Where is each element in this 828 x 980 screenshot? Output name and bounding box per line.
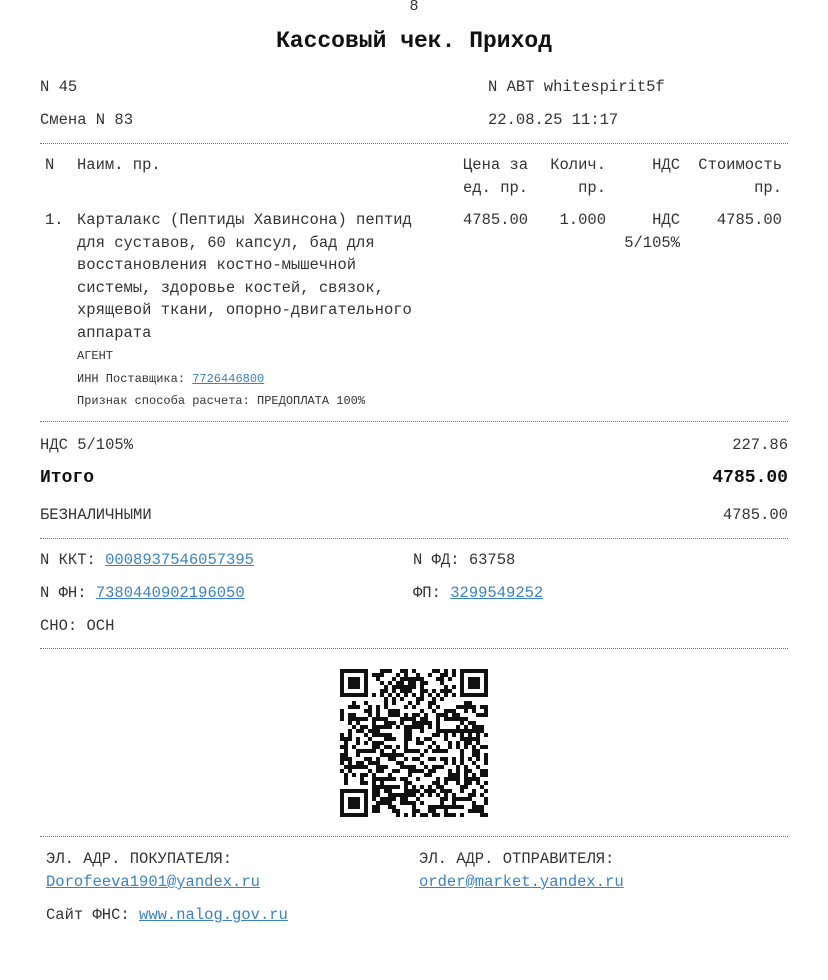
divider: [40, 538, 788, 539]
col-header-cost: Стоимость пр.: [698, 156, 782, 197]
supplier-inn-link[interactable]: 7726446800: [192, 372, 265, 386]
item-number: 1.: [45, 211, 64, 229]
automat-number: N АВТ whitespirit5f: [488, 78, 665, 96]
fp-number: ФП: 3299549252: [413, 584, 544, 602]
col-header-n: N: [45, 156, 55, 174]
sender-email-link[interactable]: order@market.yandex.ru: [419, 873, 624, 891]
item-payment-method: Признак способа расчета: ПРЕДОПЛАТА 100%: [77, 394, 366, 408]
fns-site: Сайт ФНС: www.nalog.gov.ru: [46, 906, 288, 924]
cashless-value: 4785.00: [722, 506, 788, 524]
tax-system: СНО: ОСН: [40, 617, 115, 635]
fn-number: N ФН: 7380440902196050: [40, 584, 245, 602]
kkt-number: N ККТ: 0008937546057395: [40, 551, 254, 569]
vat-total-label: НДС 5/105%: [40, 436, 134, 454]
fns-site-link[interactable]: www.nalog.gov.ru: [139, 906, 288, 924]
col-header-name: Наим. пр.: [77, 156, 161, 174]
divider: [40, 143, 788, 144]
buyer-email-link[interactable]: Dorofeeva1901@yandex.ru: [46, 873, 260, 891]
item-vat: НДС 5/105%: [624, 211, 680, 252]
item-agent: АГЕНТ: [77, 349, 114, 363]
item-qty: 1.000: [559, 211, 606, 229]
col-header-price: Цена за ед. пр.: [463, 156, 529, 197]
buyer-email-label: ЭЛ. АДР. ПОКУПАТЕЛЯ:: [46, 850, 233, 868]
col-header-vat: НДС: [652, 156, 680, 174]
item-price: 4785.00: [463, 211, 529, 229]
vat-total-value: 227.86: [732, 436, 788, 454]
divider: [40, 648, 788, 649]
qr-code-icon[interactable]: [340, 669, 488, 817]
fn-link[interactable]: 7380440902196050: [95, 584, 245, 602]
col-header-qty: Колич. пр.: [550, 156, 606, 197]
divider: [40, 421, 788, 422]
kkt-link[interactable]: 0008937546057395: [105, 551, 254, 569]
divider: [40, 836, 788, 837]
cashless-label: БЕЗНАЛИЧНЫМИ: [40, 506, 152, 524]
item-cost: 4785.00: [716, 211, 782, 229]
fp-link[interactable]: 3299549252: [450, 584, 544, 602]
sender-email-label: ЭЛ. АДР. ОТПРАВИТЕЛЯ:: [419, 850, 615, 868]
receipt-title: Кассовый чек. Приход: [275, 28, 553, 54]
receipt-datetime: 22.08.25 11:17: [488, 111, 619, 129]
item-inn: ИНН Поставщика: 7726446800: [77, 372, 265, 386]
fd-number: N ФД: 63758: [413, 551, 516, 569]
grand-total-value: 4785.00: [712, 468, 788, 488]
grand-total-label: Итого: [40, 468, 95, 488]
item-name: Карталакс (Пептиды Хавинсона) пептид для суставов, 60 капсул, бад для восстановления костно-мышечной системы, здоровье костей, связок, хрящевой ткани, опорно-двигательного аппарата: [77, 211, 412, 342]
page-number: 8: [409, 0, 419, 15]
receipt-number: N 45: [40, 78, 78, 96]
shift-number: Смена N 83: [40, 111, 134, 129]
